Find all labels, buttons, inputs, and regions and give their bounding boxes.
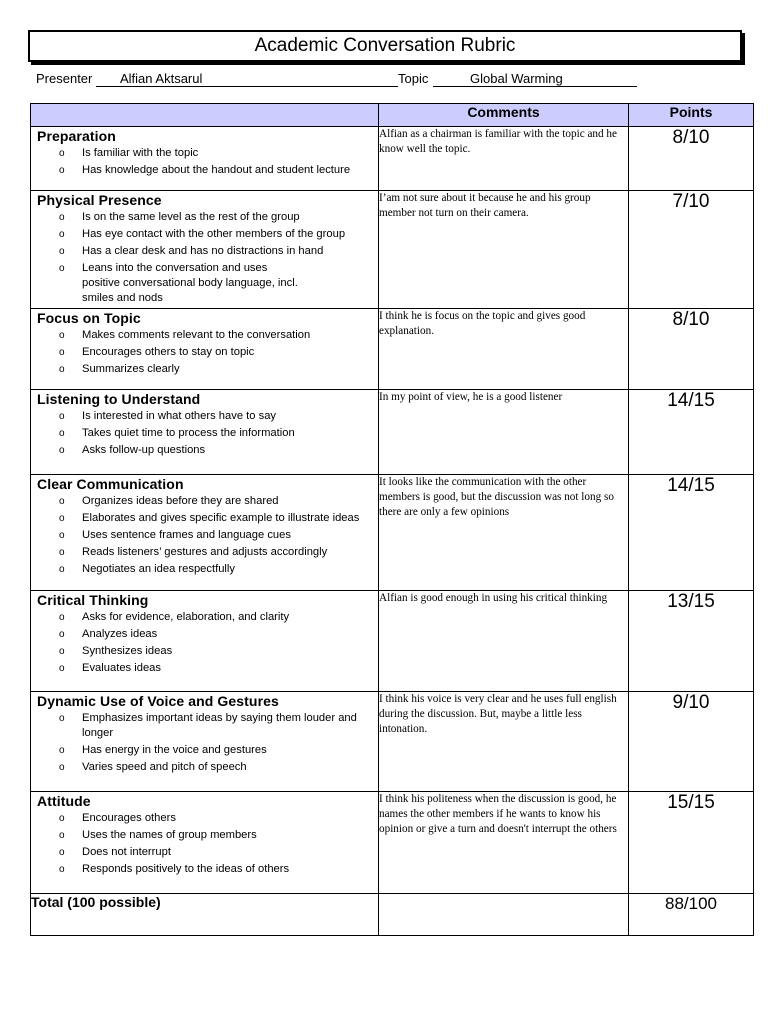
table-row (31, 191, 754, 309)
criteria-cell (31, 309, 379, 390)
list-item: o Reads listeners’ gestures and adjusts accordingly (31, 545, 378, 560)
list-item: o Negotiates an idea respectfully (31, 562, 378, 577)
category-title: Attitude (37, 793, 91, 809)
criteria-cell (31, 390, 379, 475)
rubric-title: Academic Conversation Rubric (28, 30, 742, 62)
topic-underline (433, 86, 637, 87)
list-item: o Is interested in what others have to say (31, 409, 378, 424)
points-cell: 8/10 (629, 309, 754, 390)
presenter-label: Presenter (36, 71, 93, 86)
list-item: o Has knowledge about the handout and student lecture (31, 163, 378, 178)
list-item: o Does not interrupt (31, 845, 378, 860)
list-item: o Organizes ideas before they are shared (31, 494, 378, 509)
criteria-cell (31, 792, 379, 894)
list-item: o Summarizes clearly (31, 362, 378, 377)
list-item: o Asks for evidence, elaboration, and clarity (31, 610, 378, 625)
list-item: o Has energy in the voice and gestures (31, 743, 378, 758)
comment-cell: Alfian as a chairman is familiar with the topic and he know well the topic. (379, 127, 629, 191)
criteria-cell (31, 127, 379, 191)
topic-value: Global Warming (470, 71, 563, 86)
category-title: Critical Thinking (37, 592, 149, 608)
category-title: Dynamic Use of Voice and Gestures (37, 693, 279, 709)
category-title: Physical Presence (37, 192, 162, 208)
category-title: Listening to Understand (37, 391, 201, 407)
table-row (31, 792, 754, 894)
list-item: o Is familiar with the topic (31, 146, 378, 161)
points-cell: 13/15 (629, 591, 754, 692)
list-item: o Has a clear desk and has no distractions in hand (31, 244, 378, 259)
list-item: o Encourages others (31, 811, 378, 826)
list-item: o Has eye contact with the other members of the group (31, 227, 378, 242)
category-title: Clear Communication (37, 476, 184, 492)
list-item: o Evaluates ideas (31, 661, 378, 676)
list-item: o Varies speed and pitch of speech (31, 760, 378, 775)
table-row (31, 127, 754, 191)
rubric-table (30, 103, 754, 936)
comment-cell: I think his politeness when the discussion is good, he names the other members if he wants to know his opinion or give a turn and doesn't interrupt the others (379, 792, 629, 894)
list-item: o Synthesizes ideas (31, 644, 378, 659)
category-title: Focus on Topic (37, 310, 141, 326)
list-item: o Elaborates and gives specific example to illustrate ideas (31, 511, 378, 526)
list-item: o Leans into the conversation and uses positive conversational body language, incl. smiles and nods (31, 261, 378, 306)
points-cell: 14/15 (629, 390, 754, 475)
presenter-topic-line (36, 71, 736, 89)
table-row (31, 390, 754, 475)
presenter-name: Alfian Aktsarul (120, 71, 203, 86)
total-row (31, 894, 754, 936)
points-cell: 14/15 (629, 475, 754, 591)
comment-cell: Alfian is good enough in using his critical thinking (379, 591, 629, 692)
table-row (31, 692, 754, 792)
table-row (31, 591, 754, 692)
points-cell: 9/10 (629, 692, 754, 792)
list-item: o Uses sentence frames and language cues (31, 528, 378, 543)
table-row (31, 309, 754, 390)
criteria-cell (31, 191, 379, 309)
criteria-header (31, 104, 379, 127)
list-item: o Asks follow-up questions (31, 443, 378, 458)
list-item: o Analyzes ideas (31, 627, 378, 642)
comments-header: Comments (379, 104, 629, 127)
points-cell: 7/10 (629, 191, 754, 309)
points-cell: 8/10 (629, 127, 754, 191)
comment-cell: In my point of view, he is a good listener (379, 390, 629, 475)
list-item: o Is on the same level as the rest of the group (31, 210, 378, 225)
table-row (31, 475, 754, 591)
points-cell: 15/15 (629, 792, 754, 894)
list-item: o Emphasizes important ideas by saying them louder and longer (31, 711, 378, 741)
criteria-cell (31, 692, 379, 792)
criteria-cell (31, 475, 379, 591)
comment-cell: It looks like the communication with the other members is good, but the discussion was not long so there are only a few opinions (379, 475, 629, 591)
total-label: Total (100 possible) (31, 894, 379, 936)
comment-cell: I’am not sure about it because he and his group member not turn on their camera. (379, 191, 629, 309)
list-item: o Takes quiet time to process the information (31, 426, 378, 441)
list-item: o Uses the names of group members (31, 828, 378, 843)
points-header: Points (629, 104, 754, 127)
list-item: o Makes comments relevant to the conversation (31, 328, 378, 343)
category-title: Preparation (37, 128, 116, 144)
comment-cell: I think his voice is very clear and he uses full english during the discussion. But, maybe a little less intonation. (379, 692, 629, 792)
criteria-cell (31, 591, 379, 692)
total-points: 88/100 (629, 894, 754, 936)
topic-label: Topic (398, 71, 429, 86)
list-item: o Encourages others to stay on topic (31, 345, 378, 360)
total-comment-cell (379, 894, 629, 936)
list-item: o Responds positively to the ideas of others (31, 862, 378, 877)
presenter-underline (96, 86, 398, 87)
comment-cell: I think he is focus on the topic and gives good explanation. (379, 309, 629, 390)
